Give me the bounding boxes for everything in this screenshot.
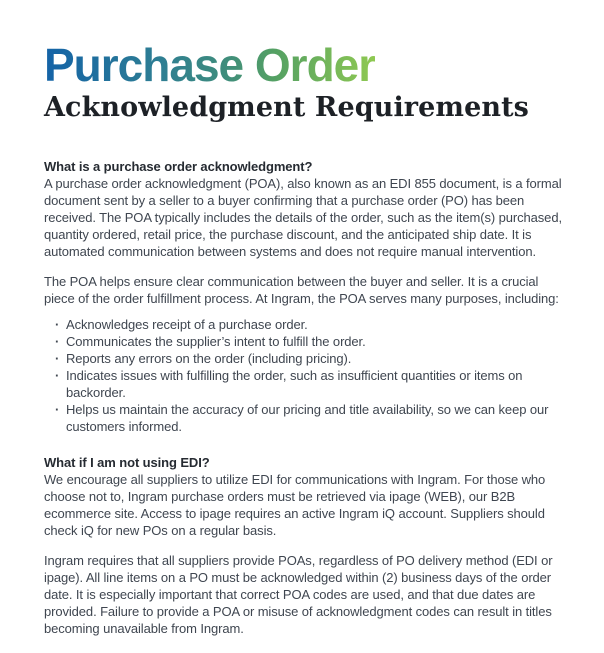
paragraph-poa-definition: A purchase order acknowledgment (POA), also known as an EDI 855 document, is a formal document sent by a seller to a buyer confirming that a purchase order (PO) has been received. The POA typically includes the details of the order, such as the item(s) purchased, quantity ordered, retail price, the purchase discount, and the anticipated ship date. It is automated communication between systems and does not require manual intervention. [44,176,562,259]
section-heading-not-using-edi: What if I am not using EDI? [44,455,210,470]
list-item: · Reports any errors on the order (including pricing). [55,350,572,367]
list-item: · Communicates the supplier’s intent to fulfill the order. [55,333,572,350]
paragraph-poa-requirements: Ingram requires that all suppliers provide POAs, regardless of PO delivery method (EDI or ipage). All line items on a PO must be acknowledged within (2) business days of the order date. It is especially important that correct POA codes are used, and that due dates are provided. Failure to provide a POA or misuse of acknowledgment codes can result in titles becoming unavailable from Ingram. [44,553,553,636]
list-item: · Indicates issues with fulfilling the order, such as insufficient quantities or items on backorder. [55,367,572,401]
page-subtitle: Acknowledgment Requirements [44,92,529,123]
document-header [0,0,604,123]
page-title: Purchase Order [44,39,376,91]
list-item: · Helps us maintain the accuracy of our pricing and title availability, so we can keep our customers informed. [55,401,572,435]
document-body [44,158,572,637]
paragraph-poa-purpose-intro: The POA helps ensure clear communication between the buyer and seller. It is a crucial piece of the order fulfillment process. At Ingram, the POA serves many purposes, including: [44,274,559,306]
list-item: · Acknowledges receipt of a purchase order. [55,316,572,333]
poa-purpose-list [44,316,572,435]
paragraph-no-edi: We encourage all suppliers to utilize EDI for communications with Ingram. For those who choose not to, Ingram purchase orders must be retrieved via ipage (WEB), our B2B ecommerce site. Access to ipage requires an active Ingram iQ account. Suppliers should check iQ for new POs on a regular basis. [44,472,546,538]
section-heading-what-is-poa: What is a purchase order acknowledgment? [44,159,313,174]
